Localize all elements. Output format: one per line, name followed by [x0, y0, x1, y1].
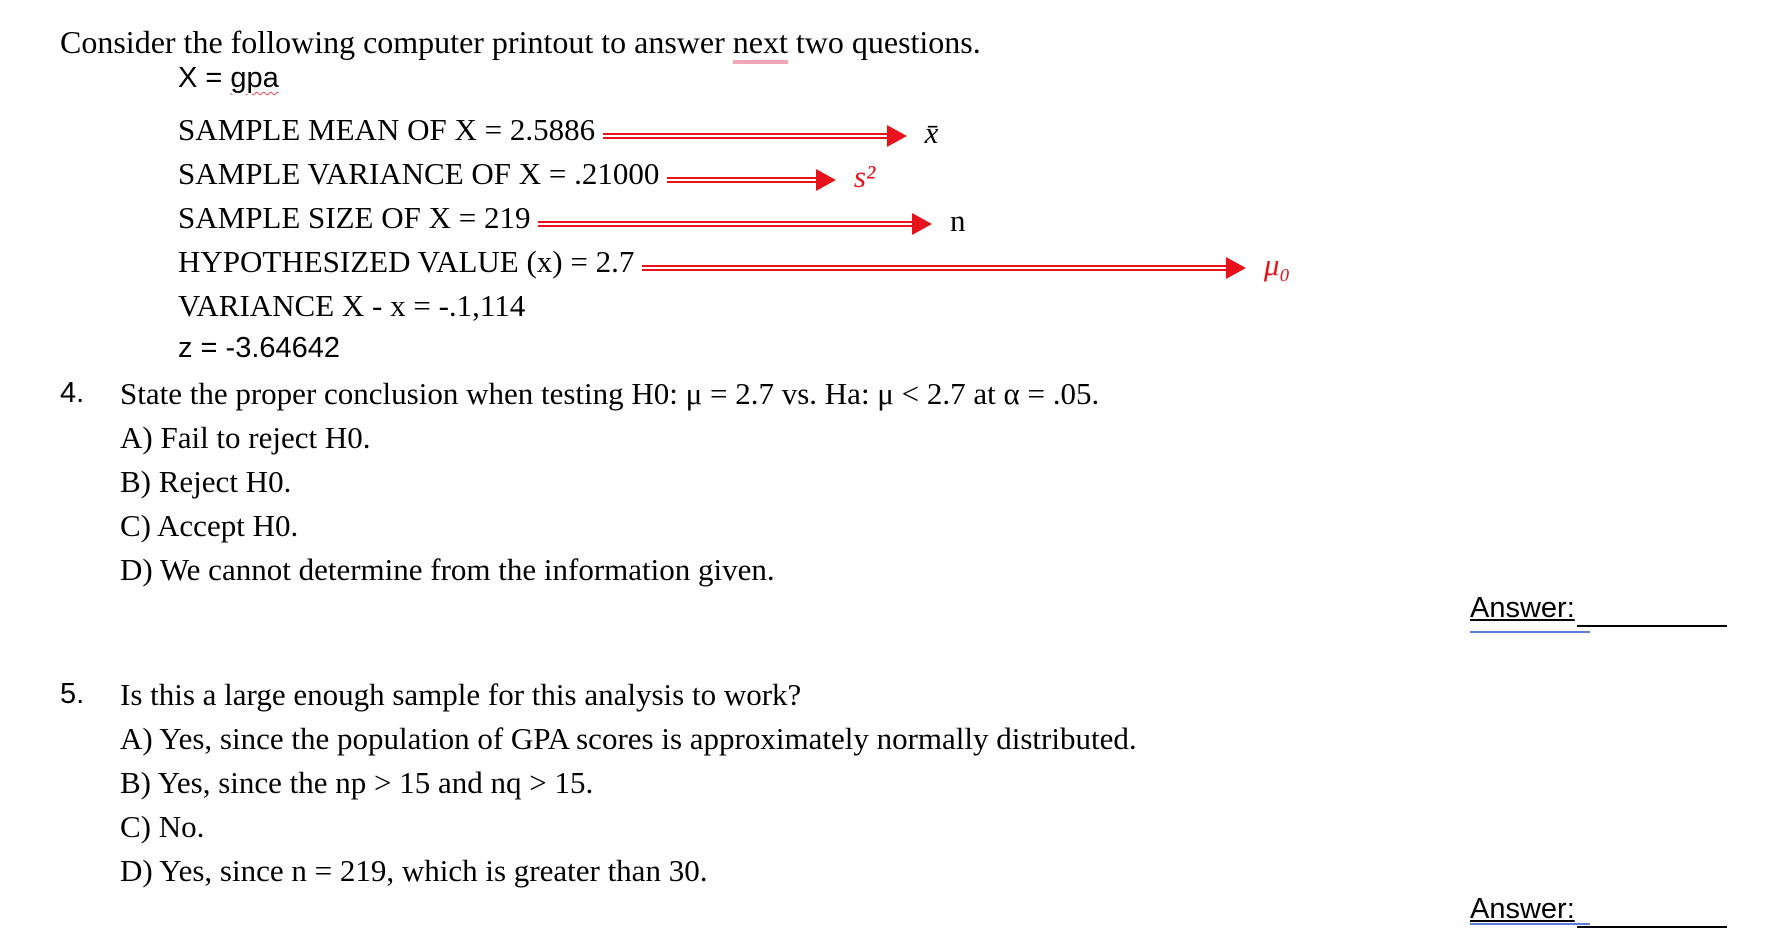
intro-text: [60, 24, 981, 61]
q5-option-c: C) No.: [120, 809, 205, 844]
hypothesized-value-text: HYPOTHESIZED VALUE (x) = 2.7: [178, 244, 635, 279]
q4-answer-label: Answer:: [1470, 592, 1575, 624]
intro-after: two questions.: [787, 24, 981, 60]
printout-mean-row: [178, 112, 938, 151]
q5-option-b: B) Yes, since the np > 15 and nq > 15.: [120, 765, 594, 800]
q5-option-d: D) Yes, since n = 219, which is greater than 30.: [120, 853, 708, 888]
sample-variance-text: SAMPLE VARIANCE OF X = .21000: [178, 156, 660, 191]
q4-answer-underline: [1470, 631, 1590, 633]
q5-option-a: A) Yes, since the population of GPA scores is approximately normally distributed.: [120, 721, 1137, 756]
q4-option-a: A) Fail to reject H0.: [120, 420, 371, 455]
x-label: X =: [178, 62, 231, 94]
printout-x-line: [178, 62, 279, 95]
q5-answer-underline: [1470, 923, 1590, 925]
variance-diff-text: VARIANCE X - x = -.1,114: [178, 288, 526, 323]
q4-option-c: C) Accept H0.: [120, 508, 299, 543]
intro-before: Consider the following computer printout to answer: [60, 24, 733, 60]
q4-stem: State the proper conclusion when testing H0: μ = 2.7 vs. Ha: μ < 2.7 at α = .05.: [120, 376, 1100, 411]
n-symbol: n: [950, 202, 966, 238]
printout-hyp-row: [178, 244, 1290, 283]
q4-answer-blank[interactable]: [1577, 592, 1727, 627]
size-arrow-icon: [538, 203, 932, 239]
q5-answer-label: Answer:: [1470, 893, 1575, 925]
intro-next-word: next: [733, 24, 788, 64]
variance-arrow-icon: [667, 159, 836, 195]
mu-zero-symbol: μ₀: [1263, 246, 1291, 282]
printout-variance-row: [178, 156, 875, 195]
q5-answer-blank[interactable]: [1577, 893, 1727, 928]
sample-mean-text: SAMPLE MEAN OF X = 2.5886: [178, 112, 596, 147]
q4-option-b: B) Reject H0.: [120, 464, 292, 499]
q4-number: 4.: [60, 377, 85, 409]
printout-size-row: [178, 200, 966, 239]
q4-answer: [1470, 592, 1727, 627]
mean-arrow-icon: [603, 115, 907, 151]
q4-option-d: D) We cannot determine from the information given.: [120, 552, 775, 587]
hyp-arrow-icon: [642, 247, 1246, 283]
s-squared-symbol: s²: [853, 158, 876, 194]
z-statistic-text: z = -3.64642: [178, 332, 341, 364]
q5-number: 5.: [60, 678, 85, 710]
sample-size-text: SAMPLE SIZE OF X = 219: [178, 200, 531, 235]
x-variable: gpa: [230, 62, 279, 94]
xbar-symbol: x̄: [924, 114, 939, 150]
q5-stem: Is this a large enough sample for this analysis to work?: [120, 677, 802, 712]
